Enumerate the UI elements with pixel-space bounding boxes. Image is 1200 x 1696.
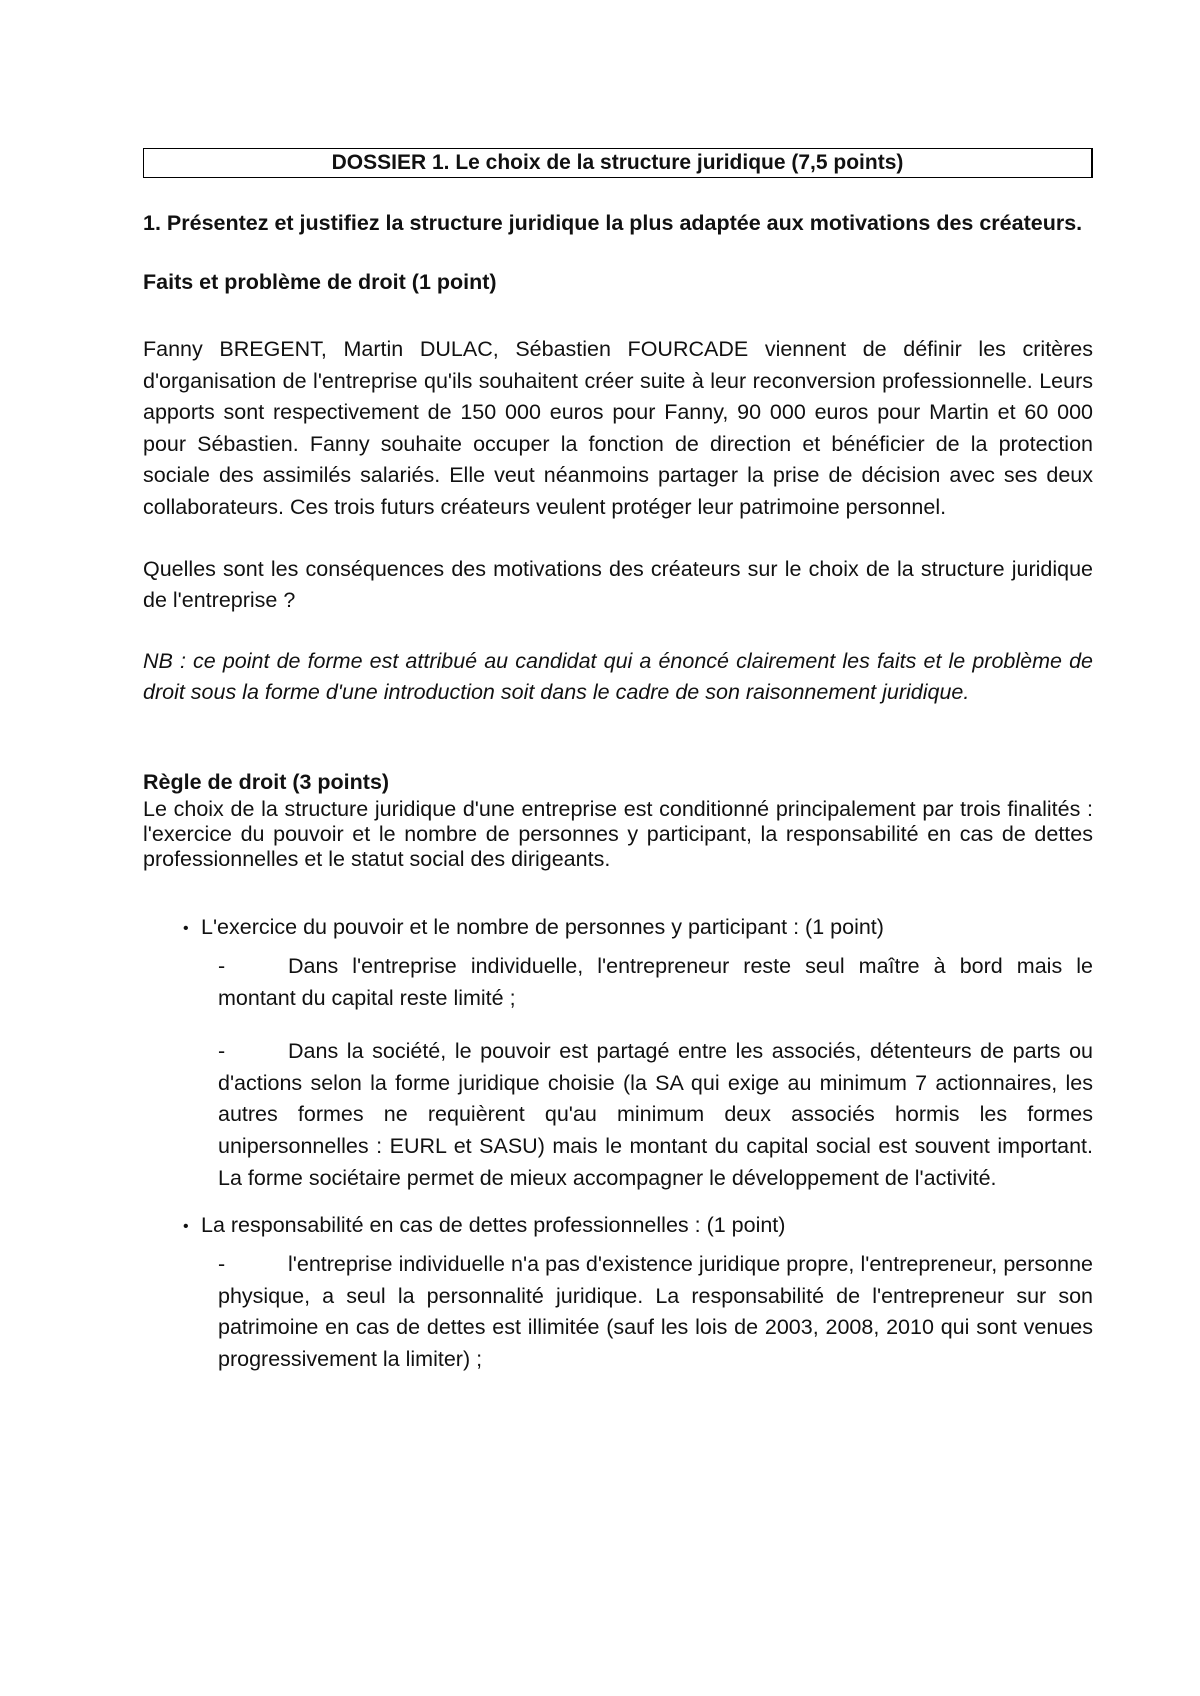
dash-marker: - <box>218 953 226 978</box>
dash-item-text: Dans la société, le pouvoir est partagé entre les associés, détenteurs de parts ou d'actions selon la forme juridique choisie (la SA qui exige au minimum 7 actionnaires, les autres formes ne requièrent qu'au minimum deux associés hormis les formes unipersonnelles : EURL et SASU) mais le montant du capital social est souvent important. La forme sociétaire permet de mieux accompagner le développement de l'activité. <box>218 1039 1093 1190</box>
dash-marker: - <box>218 1039 226 1064</box>
bullet-text: La responsabilité en cas de dettes professionnelles : (1 point) <box>201 1213 786 1238</box>
bullet-item <box>183 1210 1093 1242</box>
bullet-icon: • <box>183 1218 189 1236</box>
bullet-item <box>183 912 1093 944</box>
dash-item-text: Dans l'entreprise individuelle, l'entrepreneur reste seul maître à bord mais le montant du capital reste limité ; <box>218 953 1093 1010</box>
dash-marker: - <box>218 1252 226 1277</box>
regle-heading: Règle de droit (3 points) <box>143 769 390 794</box>
legal-question-paragraph: Quelles sont les conséquences des motivations des créateurs sur le choix de la structure juridique de l'entreprise ? <box>143 556 1093 613</box>
dossier-title: DOSSIER 1. Le choix de la structure juridique (7,5 points) <box>143 148 1093 178</box>
dash-item <box>218 1036 1093 1194</box>
document-page <box>143 148 1093 1375</box>
nb-paragraph: NB : ce point de forme est attribué au candidat qui a énoncé clairement les faits et le problème de droit sous la forme d'une introduction soit dans le cadre de son raisonnement juridique. <box>143 648 1093 705</box>
dash-item <box>218 1249 1093 1375</box>
dash-item-text: l'entreprise individuelle n'a pas d'existence juridique propre, l'entrepreneur, personne physique, a seul la personnalité juridique. La responsabilité de l'entrepreneur sur son patrimoine en cas de dettes est illimitée (sauf les lois de 2003, 2008, 2010 qui sont venues progressivement la limiter) ; <box>218 1252 1093 1371</box>
bullet-text: L'exercice du pouvoir et le nombre de personnes y participant : (1 point) <box>201 914 884 939</box>
faits-paragraph: Fanny BREGENT, Martin DULAC, Sébastien FOURCADE viennent de définir les critères d'organisation de l'entreprise qu'ils souhaitent créer suite à leur reconversion professionnelle. Leurs apports sont respectivement de 150 000 euros pour Fanny, 90 000 euros pour Martin et 60 000 pour Sébastien. Fanny souhaite occuper la fonction de direction et bénéficier de la protection sociale des assimilés salariés. Elle veut néanmoins partager la prise de décision avec ses deux collaborateurs. Ces trois futurs créateurs veulent protéger leur patrimoine personnel. <box>143 337 1093 519</box>
regle-paragraph: Le choix de la structure juridique d'une entreprise est conditionné principalement par trois finalités : l'exercice du pouvoir et le nombre de personnes y participant, la responsabilité en cas de dettes professionnelles et le statut social des dirigeants. <box>143 796 1093 871</box>
question-1: 1. Présentez et justifiez la structure juridique la plus adaptée aux motivations des créateurs. <box>143 211 1083 235</box>
faits-heading: Faits et problème de droit (1 point) <box>143 270 497 294</box>
dash-item <box>218 951 1093 1014</box>
bullet-icon: • <box>183 919 189 937</box>
